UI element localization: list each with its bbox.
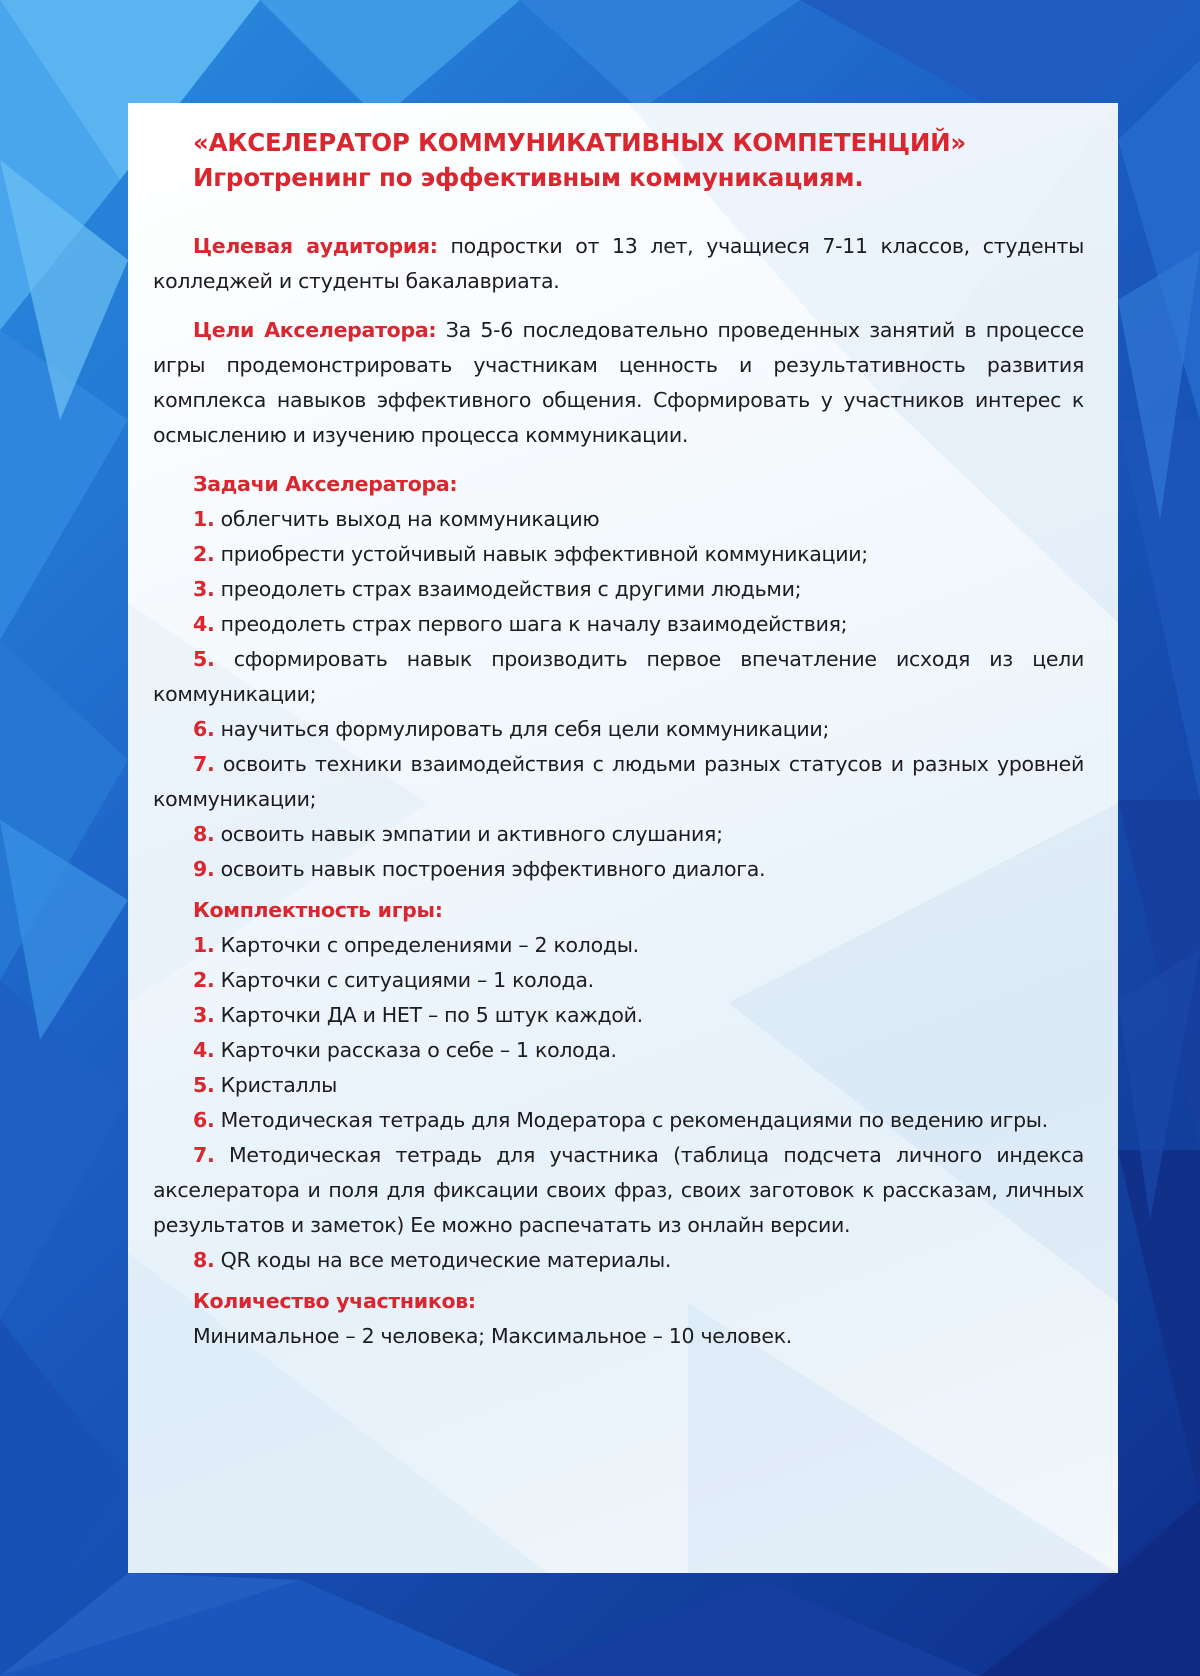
list-item-number: 5. xyxy=(193,1073,215,1097)
list-item-text: облегчить выход на коммуникацию xyxy=(214,507,600,531)
kit-list xyxy=(153,928,1084,1278)
list-item xyxy=(153,712,1084,747)
list-item-number: 1. xyxy=(193,933,215,957)
list-item-text: приобрести устойчивый навык эффективной коммуникации; xyxy=(214,542,868,566)
list-item xyxy=(153,963,1084,998)
audience-label: Целевая аудитория: xyxy=(193,234,438,258)
list-item xyxy=(153,817,1084,852)
list-item-number: 5. xyxy=(193,647,215,671)
list-item-text: Методическая тетрадь для участника (таблица подсчета личного индекса акселератора и поля для фиксации своих фраз, своих заготовок к рассказам, личных результатов и заметок) Ее можно распечатать из онлайн версии. xyxy=(153,1143,1084,1237)
list-item-number: 2. xyxy=(193,968,215,992)
audience-paragraph xyxy=(153,229,1084,299)
list-item xyxy=(153,747,1084,817)
card-content xyxy=(153,125,1084,1354)
list-item xyxy=(153,642,1084,712)
list-item-text: сформировать навык производить первое впечатление исходя из цели коммуникации; xyxy=(153,647,1084,706)
list-item-number: 6. xyxy=(193,717,215,741)
list-item xyxy=(153,1033,1084,1068)
list-item-number: 7. xyxy=(193,1143,215,1167)
list-item-number: 4. xyxy=(193,1038,215,1062)
list-item-number: 8. xyxy=(193,822,215,846)
list-item-text: QR коды на все методические материалы. xyxy=(214,1248,672,1272)
list-item xyxy=(153,1138,1084,1243)
goals-text: За 5-6 последовательно проведенных занятий в процессе игры продемонстрировать участникам ценность и результативность развития комплекса навыков эффективного общения. Сформировать у участников интерес к осмыслению и изучению процесса коммуникации. xyxy=(153,318,1084,447)
list-item xyxy=(153,852,1084,887)
list-item-text: Карточки с ситуациями – 1 колода. xyxy=(214,968,594,992)
page-title-line1: «АКСЕЛЕРАТОР КОММУНИКАТИВНЫХ КОМПЕТЕНЦИЙ» xyxy=(193,128,967,157)
list-item-number: 2. xyxy=(193,542,215,566)
goals-paragraph xyxy=(153,313,1084,453)
list-item-text: Карточки ДА и НЕТ – по 5 штук каждой. xyxy=(214,1003,643,1027)
list-item xyxy=(153,928,1084,963)
goals-label: Цели Акселератора: xyxy=(193,318,437,342)
content-card xyxy=(128,103,1118,1573)
list-item-text: Методическая тетрадь для Модератора с рекомендациями по ведению игры. xyxy=(214,1108,1048,1132)
kit-heading: Комплектность игры: xyxy=(193,898,443,922)
tasks-list xyxy=(153,502,1084,887)
list-item-number: 9. xyxy=(193,857,215,881)
list-item xyxy=(153,1068,1084,1103)
list-item-number: 3. xyxy=(193,577,215,601)
list-item-number: 3. xyxy=(193,1003,215,1027)
list-item-text: Карточки с определениями – 2 колоды. xyxy=(214,933,639,957)
tasks-heading: Задачи Акселератора: xyxy=(193,472,458,496)
participants-text: Минимальное – 2 человека; Максимальное – 10 человек. xyxy=(193,1324,793,1348)
list-item xyxy=(153,607,1084,642)
participants-heading: Количество участников: xyxy=(193,1289,476,1313)
list-item-text: научиться формулировать для себя цели коммуникации; xyxy=(214,717,830,741)
list-item-number: 7. xyxy=(193,752,215,776)
list-item-number: 8. xyxy=(193,1248,215,1272)
list-item-number: 1. xyxy=(193,507,215,531)
list-item-text: преодолеть страх первого шага к началу взаимодействия; xyxy=(214,612,848,636)
page-title-line2: Игротренинг по эффективным коммуникациям. xyxy=(193,163,864,192)
list-item-text: освоить навык эмпатии и активного слушания; xyxy=(214,822,723,846)
list-item xyxy=(153,1103,1084,1138)
list-item xyxy=(153,537,1084,572)
list-item-text: преодолеть страх взаимодействия с другими людьми; xyxy=(214,577,802,601)
list-item-text: Карточки рассказа о себе – 1 колода. xyxy=(214,1038,617,1062)
list-item xyxy=(153,998,1084,1033)
list-item-text: освоить навык построения эффективного диалога. xyxy=(214,857,766,881)
list-item xyxy=(153,572,1084,607)
list-item xyxy=(153,502,1084,537)
audience-text: подростки от 13 лет, учащиеся 7-11 классов, студенты колледжей и студенты бакалавриата. xyxy=(153,234,1085,293)
list-item-number: 4. xyxy=(193,612,215,636)
list-item-text: Кристаллы xyxy=(214,1073,338,1097)
list-item-text: освоить техники взаимодействия с людьми разных статусов и разных уровней коммуникации; xyxy=(153,752,1084,811)
list-item xyxy=(153,1243,1084,1278)
list-item-number: 6. xyxy=(193,1108,215,1132)
